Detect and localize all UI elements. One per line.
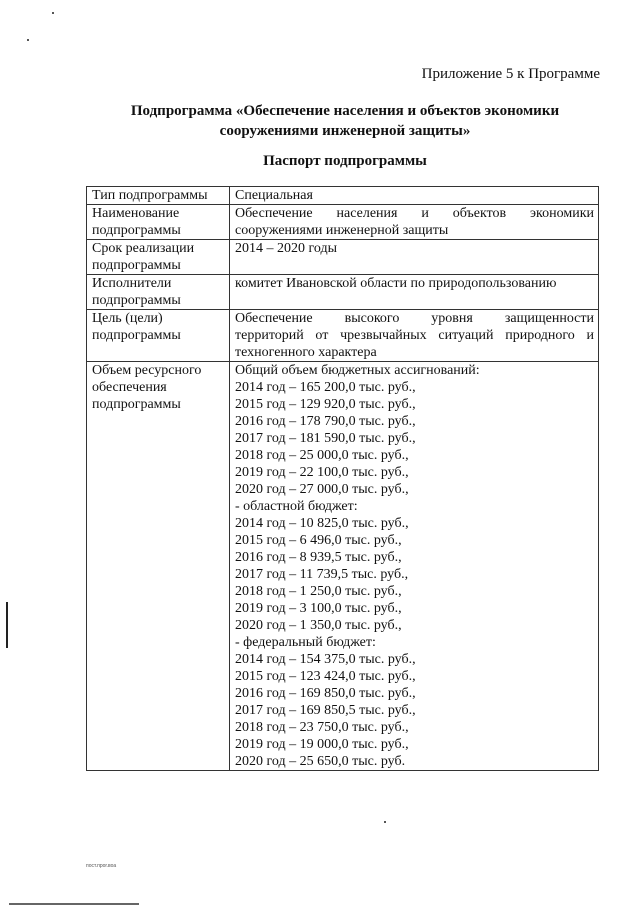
funding-federal-2014: 2014 год – 154 375,0 тыс. руб., [235, 652, 416, 667]
table-row-funding [87, 362, 599, 771]
row-value: Специальная [230, 187, 599, 205]
label-line: Исполнители [92, 276, 172, 291]
title-line-2: сооружениями инженерной защиты» [219, 123, 471, 139]
funding-regional-2019: 2019 год – 3 100,0 тыс. руб., [235, 601, 402, 616]
row-label [87, 310, 230, 362]
funding-federal-2016: 2016 год – 169 850,0 тыс. руб., [235, 686, 416, 701]
label-line: Срок реализации [92, 241, 195, 256]
funding-federal-2019: 2019 год – 19 000,0 тыс. руб., [235, 737, 409, 752]
funding-total-2017: 2017 год – 181 590,0 тыс. руб., [235, 431, 416, 446]
row-value [230, 310, 599, 362]
label-line: подпрограммы [92, 293, 181, 308]
funding-total-2016: 2016 год – 178 790,0 тыс. руб., [235, 414, 416, 429]
label-line: подпрограммы [92, 223, 181, 238]
passport-table [86, 186, 599, 771]
row-value: 2014 – 2020 годы [230, 240, 599, 275]
funding-regional-2015: 2015 год – 6 496,0 тыс. руб., [235, 533, 402, 548]
table-row-goal [87, 310, 599, 362]
funding-total-2019: 2019 год – 22 100,0 тыс. руб., [235, 465, 409, 480]
funding-regional-2017: 2017 год – 11 739,5 тыс. руб., [235, 567, 409, 582]
annex-reference: Приложение 5 к Программе [421, 66, 600, 82]
table-row-type [87, 187, 599, 205]
funding-federal-heading: - федеральный бюджет: [235, 635, 376, 650]
funding-regional-2020: 2020 год – 1 350,0 тыс. руб., [235, 618, 402, 633]
label-line: Цель (цели) [92, 311, 163, 326]
funding-federal-2017: 2017 год – 169 850,5 тыс. руб., [235, 703, 416, 718]
funding-regional-2016: 2016 год – 8 939,5 тыс. руб., [235, 550, 402, 565]
scan-speck [27, 39, 29, 41]
funding-regional-2014: 2014 год – 10 825,0 тыс. руб., [235, 516, 409, 531]
label-line: обеспечения [92, 380, 167, 395]
label-line: подпрограммы [92, 397, 181, 412]
funding-total-2014: 2014 год – 165 200,0 тыс. руб., [235, 380, 416, 395]
funding-total-2020: 2020 год – 27 000,0 тыс. руб., [235, 482, 409, 497]
label-line: подпрограммы [92, 328, 181, 343]
row-label [87, 362, 230, 771]
value-line: Обеспечение населения и объектов экономики [235, 206, 594, 221]
row-label [87, 240, 230, 275]
value-line: техногенного характера [235, 345, 377, 360]
scan-speck [384, 821, 386, 823]
passport-heading: Паспорт подпрограммы [263, 153, 427, 169]
funding-details [230, 362, 599, 771]
table-row-name [87, 205, 599, 240]
funding-federal-2015: 2015 год – 123 424,0 тыс. руб., [235, 669, 416, 684]
funding-regional-2018: 2018 год – 1 250,0 тыс. руб., [235, 584, 402, 599]
funding-total-heading: Общий объем бюджетных ассигнований: [235, 363, 480, 378]
row-value: комитет Ивановской области по природопользованию [230, 275, 599, 310]
funding-federal-2018: 2018 год – 23 750,0 тыс. руб., [235, 720, 409, 735]
row-label: Тип подпрограммы [87, 187, 230, 205]
title-line-1: Подпрограмма «Обеспечение населения и объектов экономики [130, 103, 560, 119]
label-line: Наименование [92, 206, 180, 221]
table-row-period [87, 240, 599, 275]
label-line: Объем ресурсного [92, 363, 202, 378]
label-line: подпрограммы [92, 258, 181, 273]
value-line: сооружениями инженерной защиты [235, 223, 449, 238]
value-line: территорий от чрезвычайных ситуаций природного и [235, 328, 594, 343]
table-row-executors [87, 275, 599, 310]
subprogram-title [100, 101, 590, 141]
funding-total-2015: 2015 год – 129 920,0 тыс. руб., [235, 397, 416, 412]
funding-total-2018: 2018 год – 25 000,0 тыс. руб., [235, 448, 409, 463]
row-label [87, 275, 230, 310]
scan-margin-line [6, 602, 8, 648]
scan-speck [52, 12, 54, 14]
funding-federal-2020: 2020 год – 25 650,0 тыс. руб. [235, 754, 406, 769]
row-value [230, 205, 599, 240]
file-code: пост.прог.воа [86, 863, 117, 869]
row-label [87, 205, 230, 240]
value-line: Обеспечение высокого уровня защищенности [235, 311, 594, 326]
funding-regional-heading: - областной бюджет: [235, 499, 358, 514]
